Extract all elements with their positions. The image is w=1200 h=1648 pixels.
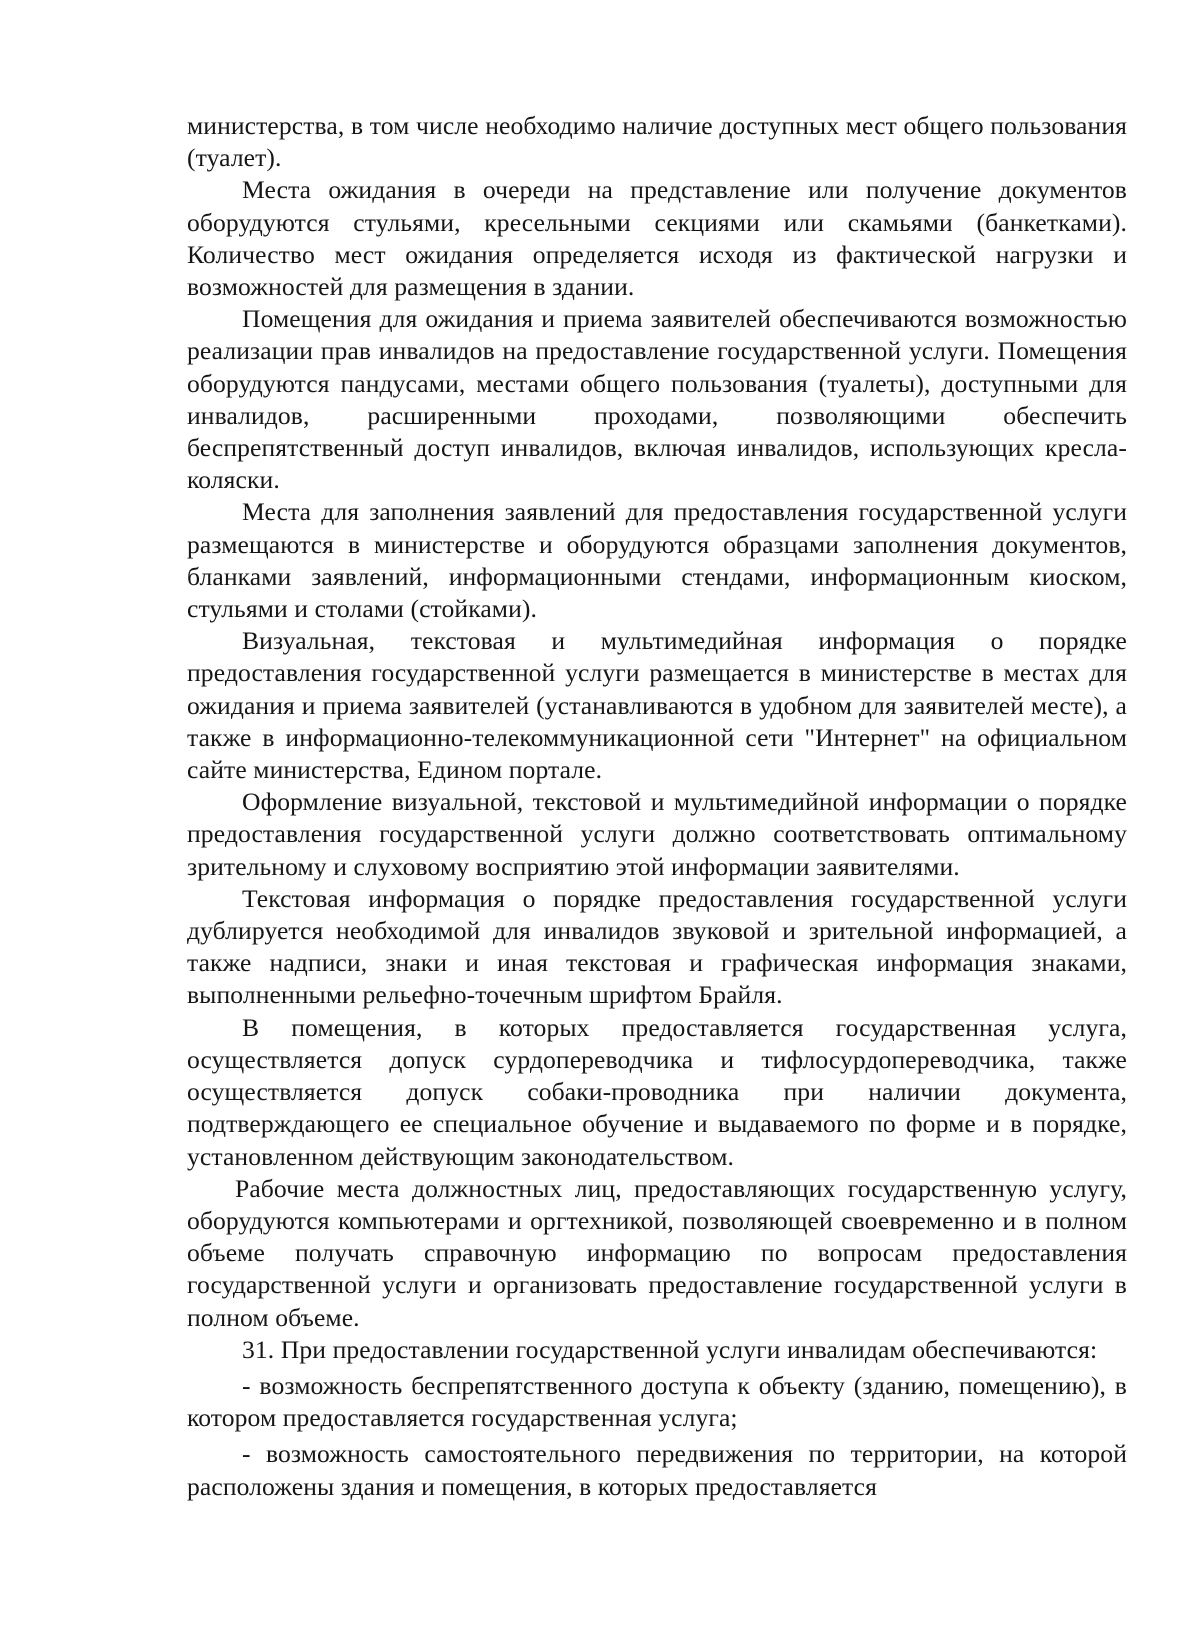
paragraph-list-item-access: - возможность беспрепятственного доступа к объекту (зданию, помещению), в котором предоставляется государственная услуга;	[187, 1370, 1127, 1433]
paragraph-information-design: Оформление визуальной, текстовой и мультимедийной информации о порядке предоставления государственной услуги должно соответствовать оптимальному зрительному и слуховому восприятию этой информации заявителями.	[187, 787, 1127, 881]
paragraph-application-places: Места для заполнения заявлений для предоставления государственной услуги размещаются в министерстве и оборудуются образцами заполнения документов, бланками заявлений, информационными стендами, информационным киоском, стульями и столами (стойками).	[187, 497, 1127, 624]
paragraph-item-31: 31. При предоставлении государственной услуги инвалидам обеспечиваются:	[242, 1334, 1098, 1364]
paragraph-list-item-movement: - возможность самостоятельного передвижения по территории, на которой расположены здания и помещения, в которых предоставляется	[187, 1439, 1127, 1501]
paragraph-visual-information: Визуальная, текстовая и мультимедийная информация о порядке предоставления государственной услуги размещается в министерстве в местах для ожидания и приема заявителей (устанавливаются в удобном для заявителей месте), а также в информационно-телекоммуникационной сети "Интернет" на официальном сайте министерства, Едином портале.	[187, 626, 1127, 785]
paragraph-text-information: Текстовая информация о порядке предоставления государственной услуги дублируется необходимой для инвалидов звуковой и зрительной информацией, а также надписи, знаки и иная текстовая и графическая информация знаками, выполненными рельефно-точечным шрифтом Брайля.	[187, 883, 1127, 1010]
paragraph-workplaces: Рабочие места должностных лиц, предоставляющих государственную услугу, оборудуются компьютерами и оргтехникой, позволяющей своевременно и в полном объеме получать справочную информацию по вопросам предоставления государственной услуги и организовать предоставление государственной услуги в полном объеме.	[187, 1173, 1127, 1332]
paragraph-waiting-places: Места ожидания в очереди на представление или получение документов оборудуются стульями, кресельными секциями или скамьями (банкетками). Количество мест ожидания определяется исходя из фактической нагрузки и возможностей для размещения в здании.	[187, 175, 1127, 302]
paragraph-interpreter-access: В помещения, в которых предоставляется государственная услуга, осуществляется допуск сурдопереводчика и тифлосурдопереводчика, также осуществляется допуск собаки-проводника при наличии документа, подтверждающего ее специальное обучение и выдаваемого по форме и в порядке, установленном действующим законодательством.	[187, 1012, 1127, 1171]
paragraph-continuation: министерства, в том числе необходимо наличие доступных мест общего пользования (туалет).	[187, 111, 1127, 173]
paragraph-premises-accessibility: Помещения для ожидания и приема заявителей обеспечиваются возможностью реализации прав инвалидов на предоставление государственной услуги. Помещения оборудуются пандусами, местами общего пользования (туалеты), доступными для инвалидов, расширенными проходами, позволяющими обеспечить беспрепятственный доступ инвалидов, включая инвалидов, использующих кресла-коляски.	[187, 304, 1127, 495]
document-text	[187, 110, 1127, 1503]
